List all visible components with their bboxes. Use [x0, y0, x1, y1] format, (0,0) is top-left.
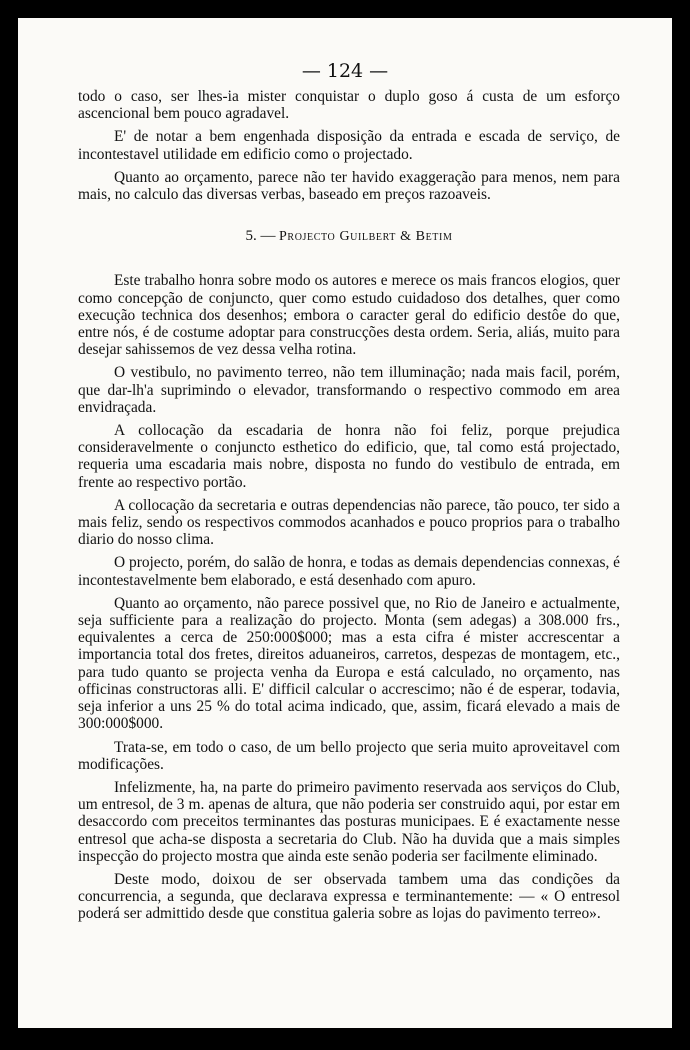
section-number: 5. — — [245, 228, 276, 245]
page-number: — 124 — — [301, 60, 389, 82]
section-heading — [78, 228, 620, 245]
paragraph: A collocação da secretaria e outras dependencias não parece, tão pouco, ter sido a mais feliz, sendo os respectivos commodos acanhados e pouco proprios para o trabalho diario do nosso clima. — [78, 496, 620, 549]
paragraph: O projecto, porém, do salão de honra, e todas as demais dependencias connexas, é incontestavelmente bem elaborado, e está desenhado com apuro. — [78, 554, 620, 589]
document-page — [18, 18, 672, 1028]
paragraph: Quanto ao orçamento, parece não ter havido exaggeração para menos, nem para mais, no calculo das diversas verbas, baseado em preços razoaveis. — [78, 168, 620, 204]
paragraph: A collocação da escadaria de honra não foi feliz, porque prejudica consideravelmente o conjuncto esthetico do edificio, que, tal como está projectado, requeria uma escadaria mais nobre, disposta no fundo do vestibulo de entrada, em frente ao respectivo portão. — [78, 422, 620, 491]
paragraph: Infelizmente, ha, na parte do primeiro pavimento reservada aos serviços do Club, um entresol, de 3 m. apenas de altura, que não poderia ser construido aqui, por estar em desaccordo com preceitos terminantes das posturas municipaes. E é exactamente nesse entresol que acha-se disposta a secretaria do Club. Não ha duvida que a mais simples inspecção do projecto mostra que ainda este senão poderia ser facilmente eliminado. — [78, 778, 620, 865]
paragraph: E' de notar a bem engenhada disposição da entrada e escada de serviço, de incontestavel utilidade em edificio como o projectado. — [78, 128, 620, 163]
paragraph: Trata-se, em todo o caso, de um bello projecto que seria muito aproveitavel com modificações. — [78, 738, 620, 773]
paragraph: Deste modo, doixou de ser observada tambem uma das condições da concurrencia, a segunda, que declarava expressa e terminantemente: — « O entresol poderá ser admittido desde que constitua galeria sobre as lojas do pavimento terreo». — [78, 870, 620, 923]
section-title: Projecto Guilbert & Betim — [279, 229, 453, 245]
paragraph: todo o caso, ser lhes-ia mister conquistar o duplo goso á custa de um esforço ascencional bem pouco agradavel. — [78, 88, 620, 123]
paragraph: Quanto ao orçamento, não parece possivel que, no Rio de Janeiro e actualmente, seja sufficiente para a realização do projecto. Monta (sem adegas) a 308.000 frs., equivalentes a cerca de 250:000$000; mas a esta cifra é mister accrescentar a importancia total dos fretes, direitos aduaneiros, carretos, despezas de montagem, etc., para tudo quanto se projecta venha da Europa e está calculado, no orçamento, nas officinas constructoras alli. E' difficil calcular o accrescimo; não é de esperar, todavia, seja inferior a uns 25 % do total acima indicado, que, assim, ficará elevado a mais de 300:000$000. — [78, 594, 620, 733]
paragraph: Este trabalho honra sobre modo os autores e merece os mais francos elogios, quer como concepção de conjuncto, quer como estudo cuidadoso dos detalhes, quer como execução technica dos desenhos; embora o caracter geral do edificio destôe do que, entre nós, é de costume adoptar para construcções desta ordem. Seria, aliás, muito para desejar sahissemos de vez dessa velha rotina. — [78, 272, 620, 359]
paragraph: O vestibulo, no pavimento terreo, não tem illuminação; nada mais facil, porém, que dar-lh'a suprimindo o elevador, transformando o respectivo commodo em area envidraçada. — [78, 364, 620, 416]
page-body — [78, 88, 620, 929]
